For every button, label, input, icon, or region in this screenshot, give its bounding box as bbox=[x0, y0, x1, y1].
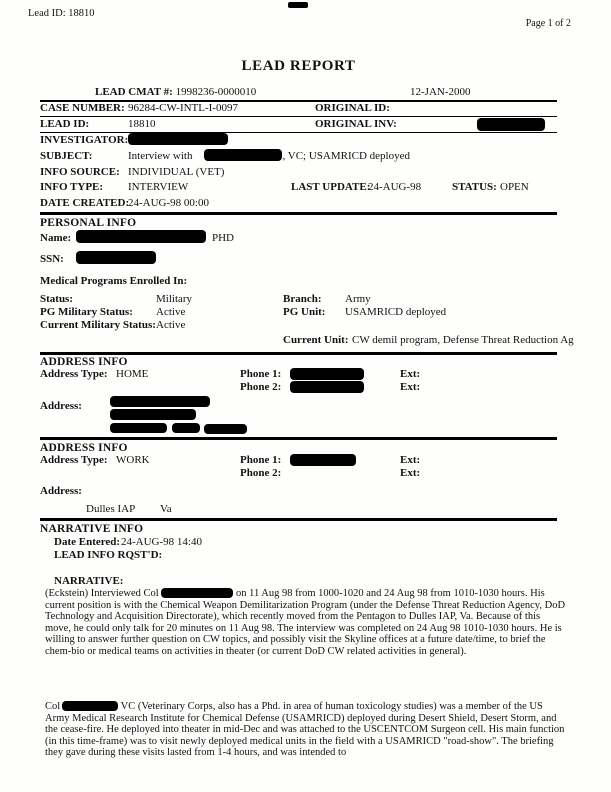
status-value: Military bbox=[156, 293, 193, 305]
personal-info-section bbox=[40, 214, 574, 352]
subject-value-part2: , VC; USAMRICD deployed bbox=[282, 149, 410, 162]
redaction-ssn bbox=[76, 251, 156, 264]
name-label: Name: bbox=[40, 232, 72, 244]
name-row bbox=[40, 230, 557, 244]
narrative-label: NARRATIVE: bbox=[54, 575, 124, 587]
date-entered-label: Date Entered: bbox=[54, 536, 121, 548]
narrative-paragraph-2 bbox=[45, 701, 568, 759]
subject-label: SUBJECT: bbox=[40, 149, 93, 162]
pg-military-status-row bbox=[40, 306, 557, 318]
address-work-title: ADDRESS INFO bbox=[40, 442, 128, 454]
header-lead-id: Lead ID: 18810 bbox=[28, 8, 95, 19]
current-military-status-row bbox=[40, 319, 557, 331]
branch-label: Branch: bbox=[283, 293, 322, 305]
investigator-label: INVESTIGATOR: bbox=[40, 133, 129, 146]
pg-unit-value: USAMRICD deployed bbox=[345, 306, 447, 318]
redaction-work-phone1 bbox=[290, 454, 356, 466]
status-label: STATUS: bbox=[452, 181, 497, 194]
lead-cmat-value: 1998236-0000010 bbox=[175, 86, 257, 98]
subject-row bbox=[40, 149, 557, 165]
redaction-original-inv bbox=[477, 118, 545, 131]
date-entered-value: 24-AUG-98 14:40 bbox=[121, 536, 202, 548]
current-unit-label: Current Unit: bbox=[283, 334, 349, 346]
home-address-type-row bbox=[40, 368, 557, 380]
address-home-section bbox=[40, 354, 557, 437]
redaction-home-address-line2 bbox=[110, 409, 196, 420]
case-number-row bbox=[40, 101, 557, 117]
case-number-value: 96284-CW-INTL-I-0097 bbox=[128, 102, 238, 114]
address-work-section bbox=[40, 440, 557, 518]
lead-cmat-row bbox=[40, 86, 557, 100]
lead-id-row bbox=[40, 117, 557, 133]
address-type-value: HOME bbox=[116, 368, 149, 380]
redaction-subject-name bbox=[204, 149, 282, 161]
current-military-status-value: Active bbox=[156, 319, 186, 331]
ssn-row bbox=[40, 251, 557, 265]
work-city: Dulles IAP bbox=[86, 503, 136, 515]
status-label: Status: bbox=[40, 293, 74, 305]
info-type-label: INFO TYPE: bbox=[40, 181, 104, 194]
lead-id-value: 18810 bbox=[128, 117, 156, 130]
ssn-label: SSN: bbox=[40, 253, 64, 265]
pg-military-status-value: Active bbox=[156, 306, 186, 318]
lead-cmat-label: LEAD CMAT #: bbox=[95, 86, 173, 98]
redaction-investigator bbox=[128, 133, 228, 145]
address-label: Address: bbox=[40, 400, 82, 412]
redaction-home-state bbox=[172, 423, 200, 433]
pg-military-status-label: PG Military Status: bbox=[40, 306, 133, 318]
original-inv-label: ORIGINAL INV: bbox=[315, 117, 397, 130]
redaction-home-city bbox=[110, 423, 167, 433]
lead-cmat-date: 12-JAN-2000 bbox=[410, 86, 471, 98]
info-source-label: INFO SOURCE: bbox=[40, 165, 120, 178]
last-update-label: LAST UPDATE: bbox=[291, 181, 371, 194]
personal-info-title: PERSONAL INFO bbox=[40, 217, 137, 229]
date-created-value: 24-AUG-98 00:00 bbox=[128, 197, 209, 210]
current-unit-value: CW demil program, Defense Threat Reduction Ag bbox=[352, 334, 574, 346]
narrative-section bbox=[40, 521, 566, 792]
work-state: Va bbox=[160, 503, 172, 515]
case-number-label: CASE NUMBER: bbox=[40, 102, 125, 114]
last-update-value: 24-AUG-98 bbox=[368, 181, 422, 194]
phone1-label: Phone 1: bbox=[240, 368, 282, 380]
address-label: Address: bbox=[40, 485, 82, 497]
address-type-value: WORK bbox=[116, 454, 150, 466]
ext-label: Ext: bbox=[400, 368, 421, 380]
page-number: Page 1 of 2 bbox=[525, 18, 571, 29]
address-type-label: Address Type: bbox=[40, 368, 108, 380]
narrative-1-text-a: (Eckstein) Interviewed Col bbox=[45, 588, 162, 599]
info-type-row bbox=[40, 180, 557, 196]
name-suffix: PHD bbox=[212, 232, 235, 244]
address-type-label: Address Type: bbox=[40, 454, 108, 466]
document-title: LEAD REPORT bbox=[241, 58, 356, 74]
address-home-title: ADDRESS INFO bbox=[40, 356, 128, 368]
pg-unit-label: PG Unit: bbox=[283, 306, 326, 318]
redaction-home-address-line1 bbox=[110, 396, 210, 407]
lead-info-rqstd-label: LEAD INFO RQST'D: bbox=[54, 549, 163, 561]
phone2-label: Phone 2: bbox=[240, 381, 282, 393]
phone1-label: Phone 1: bbox=[240, 454, 282, 466]
date-created-label: DATE CREATED: bbox=[40, 197, 130, 210]
original-id-label: ORIGINAL ID: bbox=[315, 102, 390, 114]
narrative-info-title: NARRATIVE INFO bbox=[40, 523, 144, 535]
redaction-home-phone1 bbox=[290, 368, 364, 380]
subject-value-part1: Interview with bbox=[128, 149, 193, 162]
branch-value: Army bbox=[345, 293, 371, 305]
military-status-row bbox=[40, 293, 557, 305]
scan-artifact-mark bbox=[288, 2, 308, 8]
info-source-value: INDIVIDUAL (VET) bbox=[128, 165, 225, 178]
ext-label: Ext: bbox=[400, 454, 421, 466]
lead-id-label: LEAD ID: bbox=[40, 117, 90, 130]
ext-label: Ext: bbox=[400, 381, 421, 393]
date-entered-row bbox=[54, 536, 557, 548]
date-created-row bbox=[40, 196, 557, 212]
redaction-narrative-1 bbox=[161, 588, 233, 598]
status-value: OPEN bbox=[500, 181, 529, 194]
narrative-2-text-b: VC (Veterinary Corps, also has a Phd. in area of human toxicology studies) was a member of the US Army Medical Research Institute for Chemical Defense (USAMRICD) deployed during Desert Shield, Desert Storm, and the cease-fire. He deployed into theater in mid-Dec and was attached to the USCENTCOM Surgeon cell. His main function (in this time-frame) was to visit newly deployed medical units in the field with a USAMRICD "road-show". The briefing they gave during these visits lasted from 1-4 hours, and was intended to bbox=[45, 701, 565, 759]
narrative-2-text-a: Col bbox=[45, 701, 61, 712]
narrative-1-text-b: on 11 Aug 98 from 1000-1020 and 24 Aug 98 from 1010-1030 hours. His current position is with the Chemical Weapon Demilitarization Program (under the Defense Threat Reduction Agency, DoD Technology and Acquisition Directorate), which recently moved from the Pentagon to Dulles IAP, Va. Because of this move, he could only talk for 20 minutes on 11 Aug 98. The interview was completed on 24 Aug 98 1010-1030 hours. He is willing to answer further question on CW topics, and possibly visit the Skyline offices at a future date/time, to brief the chem-bio or medical teams on activities in theater (or current DoD CW related activities in general). bbox=[45, 588, 566, 657]
work-address-type-row bbox=[40, 454, 557, 466]
narrative-paragraph-1 bbox=[45, 588, 568, 658]
redaction-home-zip bbox=[204, 424, 247, 434]
phone2-label: Phone 2: bbox=[240, 467, 282, 479]
redaction-narrative-2 bbox=[62, 701, 118, 711]
redaction-home-phone2 bbox=[290, 381, 364, 393]
medical-programs-label: Medical Programs Enrolled In: bbox=[40, 275, 188, 287]
redaction-name bbox=[76, 230, 206, 243]
info-source-row bbox=[40, 165, 557, 181]
summary-section bbox=[40, 101, 557, 212]
investigator-row bbox=[40, 133, 557, 149]
info-type-value: INTERVIEW bbox=[128, 181, 189, 194]
ext-label: Ext: bbox=[400, 467, 421, 479]
current-military-status-label: Current Military Status: bbox=[40, 319, 156, 331]
